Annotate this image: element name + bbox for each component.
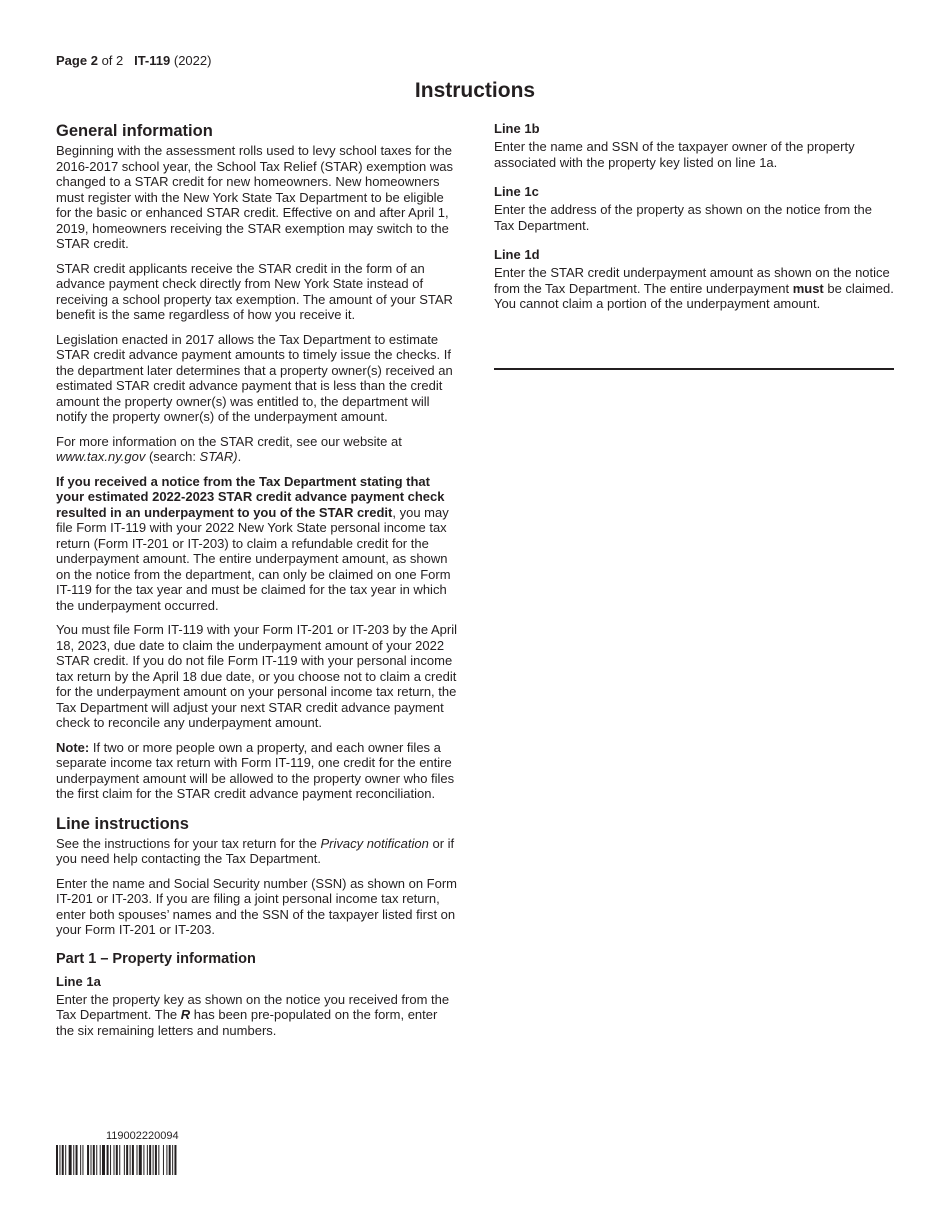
line-1d-heading: Line 1d	[494, 247, 540, 262]
line-1d-block	[494, 247, 894, 312]
right-column	[494, 121, 894, 326]
general-para-3: Legislation enacted in 2017 allows the Tax Department to estimate STAR credit advance payment amounts to timely issue the checks. If the department later determines that a property owner(s) received an estimated STAR credit advance payment that is less than the credit amount the property owner(s) was entitled to, the department will notify the property owner(s) of the underpayment amount.	[56, 331, 453, 424]
line-1c-text: Enter the address of the property as shown on the notice from the Tax Department.	[494, 202, 872, 233]
line-instr-para-1-a: See the instructions for your tax return for the	[56, 835, 321, 851]
note-para	[56, 740, 458, 802]
line-1a-r: R	[180, 1007, 191, 1022]
line-1c-block	[494, 184, 894, 233]
line-1c-heading: Line 1c	[494, 184, 539, 199]
general-para-4-b: (search:	[145, 449, 200, 464]
line-1d-text-b: be claimed. You cannot claim a portion of the underpayment amount.	[494, 280, 894, 311]
general-para-4	[56, 434, 458, 465]
general-para-5-rest: , you may file Form IT-119 with your 2022 New York State personal income tax return (Form IT-201 or IT-203) to claim a refundable credit for the underpayment amount. The entire underpayment amount, as shown on the notice from the department, can only be claimed on one Form IT-119 for the tax year and must be claimed for the tax year in which the underpayment occurred.	[56, 504, 451, 613]
line-1b-text: Enter the name and SSN of the taxpayer owner of the property associated with the property key listed on line 1a.	[494, 139, 855, 170]
line-1a-text-b: has been pre-populated on the form, enter the six remaining letters and numbers.	[56, 1007, 438, 1038]
note-text: If two or more people own a property, and each owner files a separate income tax return with Form IT-119, one credit for the entire underpayment amount will be allowed to the property owner who files the first claim for the STAR credit advance payment reconciliation.	[56, 739, 455, 801]
general-para-6: You must file Form IT-119 with your Form IT-201 or IT-203 by the April 18, 2023, due date to claim the underpayment amount of your 2022 STAR credit. If you do not file Form IT-119 with your personal income tax return by the April 18 due date, or you choose not to claim a credit for the underpayment amount on your personal income tax return, the Tax Department will adjust your next STAR credit advance payment check to reconcile any underpayment amount.	[56, 622, 457, 730]
general-para-2: STAR credit applicants receive the STAR credit in the form of an advance payment check directly from New York State instead of receiving a school property tax exemption. The amount of your STAR benefit is the same regardless of how you receive it.	[56, 260, 453, 322]
line-1d-text	[494, 265, 894, 312]
line-1a-text	[56, 992, 458, 1039]
general-para-5-bold: If you received a notice from the Tax Department stating that your estimated 2022-2023 STAR credit advance payment check resulted in an underpayment to you of the STAR credit	[56, 473, 445, 520]
line-1d-must: must	[792, 280, 824, 296]
part1-heading: Part 1 – Property information	[56, 950, 256, 967]
general-info-heading: General information	[56, 122, 213, 140]
right-column-divider	[494, 368, 894, 370]
page-of: of 2	[101, 53, 124, 68]
form-year: (2022)	[173, 53, 212, 68]
search-term: STAR)	[199, 449, 238, 464]
line-1b-heading: Line 1b	[494, 121, 540, 136]
line-instructions-heading: Line instructions	[56, 814, 189, 833]
website-link[interactable]: www.tax.ny.gov	[56, 449, 146, 464]
line-instr-para-2: Enter the name and Social Security number (SSN) as shown on Form IT-201 or IT-203. If you are filing a joint personal income tax return, enter both spouses’ names and the SSN of the taxpayer listed first on your Form IT-201 or IT-203.	[56, 875, 458, 937]
line-1a-heading: Line 1a	[56, 973, 101, 989]
page-title: Instructions	[414, 79, 536, 102]
general-para-4-a: For more information on the STAR credit, see our website at	[56, 433, 402, 449]
page-number: 2	[90, 53, 98, 68]
left-column	[56, 121, 458, 1047]
barcode-number: 119002220094	[106, 1130, 179, 1142]
privacy-notification: Privacy notification	[320, 835, 429, 851]
line-1b-block	[494, 121, 894, 170]
general-para-5	[56, 474, 458, 614]
line-1a-text-a: Enter the property key as shown on the notice you received from the Tax Department. The	[56, 991, 450, 1022]
general-para-1: Beginning with the assessment rolls used to levy school taxes for the 2016-2017 school year, the School Tax Relief (STAR) exemption was changed to a STAR credit for new homeowners. New homeowners must register with the New York State Tax Department to be eligible for the basic or enhanced STAR credit. Effective on and after April 1, 2019, homeowners receiving the STAR exemption may switch to the STAR credit.	[56, 143, 453, 251]
line-instr-para-1	[56, 836, 458, 867]
line-instr-para-1-b: or if you need help contacting the Tax Department.	[56, 835, 455, 866]
page-label: Page	[56, 53, 88, 68]
barcode-image	[56, 1145, 240, 1175]
form-id: IT-119	[134, 53, 171, 68]
page-header	[56, 53, 211, 68]
line-1d-text-a: Enter the STAR credit underpayment amount as shown on the notice from the Tax Department. The entire underpayment	[494, 265, 890, 296]
general-para-4-c: .	[237, 449, 242, 464]
note-label: Note:	[56, 739, 90, 755]
